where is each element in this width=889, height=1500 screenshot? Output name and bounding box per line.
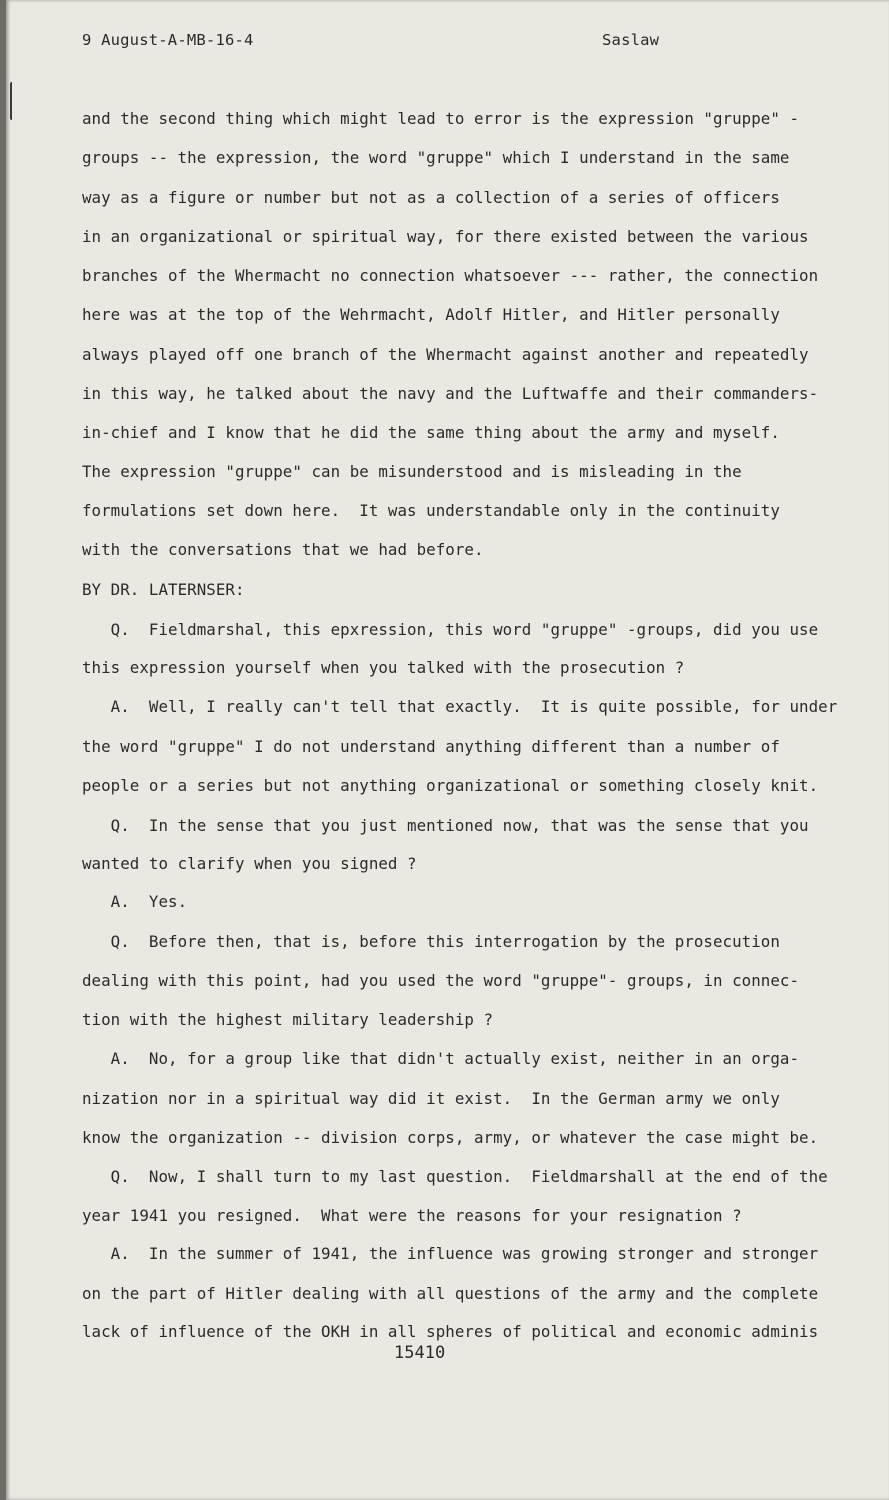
text-line: the word "gruppe" I do not understand anything different than a number of — [82, 737, 780, 756]
text-line: always played off one branch of the Whermacht against another and repeatedly — [82, 345, 809, 364]
page-number: 15410 — [394, 1343, 446, 1363]
answer-line: A. No, for a group like that didn't actually exist, neither in an orga- — [82, 1049, 800, 1068]
text-line: way as a figure or number but not as a collection of a series of officers — [82, 188, 780, 207]
text-line: in this way, he talked about the navy and the Luftwaffe and their commanders- — [82, 384, 819, 403]
text-line: in an organizational or spiritual way, for there existed between the various — [82, 227, 809, 246]
question-line: Q. Now, I shall turn to my last question. Fieldmarshall at the end of the — [82, 1167, 828, 1186]
answer-line: A. Yes. — [82, 892, 188, 911]
question-line: Q. In the sense that you just mentioned now, that was the sense that you — [82, 816, 809, 835]
question-line: Q. Before then, that is, before this interrogation by the prosecution — [82, 932, 780, 951]
text-line: branches of the Whermacht no connection whatsoever --- rather, the connection — [82, 266, 819, 285]
text-line: on the part of Hitler dealing with all questions of the army and the complete — [82, 1284, 819, 1303]
text-line: lack of influence of the OKH in all spheres of political and economic adminis — [82, 1322, 819, 1341]
document-page — [6, 0, 889, 1500]
text-line: know the organization -- division corps, army, or whatever the case might be. — [82, 1128, 819, 1147]
text-line: The expression "gruppe" can be misunderstood and is misleading in the — [82, 462, 742, 481]
text-line: people or a series but not anything organizational or something closely knit. — [82, 776, 819, 795]
text-line: dealing with this point, had you used the word "gruppe"- groups, in connec- — [82, 971, 800, 990]
text-line: this expression yourself when you talked with the prosecution ? — [82, 658, 685, 677]
answer-line: A. Well, I really can't tell that exactly. It is quite possible, for under — [82, 697, 838, 716]
text-line: nization nor in a spiritual way did it exist. In the German army we only — [82, 1089, 780, 1108]
text-line: with the conversations that we had before. — [82, 540, 484, 559]
header-reference: 9 August-A-MB-16-4 — [82, 31, 254, 49]
speaker-heading: BY DR. LATERNSER: — [82, 580, 245, 599]
text-line: formulations set down here. It was understandable only in the continuity — [82, 501, 780, 520]
text-line: and the second thing which might lead to error is the expression "gruppe" - — [82, 109, 800, 128]
text-line: here was at the top of the Wehrmacht, Adolf Hitler, and Hitler personally — [82, 305, 780, 324]
answer-line: A. In the summer of 1941, the influence was growing stronger and stronger — [82, 1244, 819, 1263]
text-line: year 1941 you resigned. What were the reasons for your resignation ? — [82, 1206, 742, 1225]
text-line: groups -- the expression, the word "gruppe" which I understand in the same — [82, 148, 790, 167]
text-line: tion with the highest military leadership ? — [82, 1010, 494, 1029]
header-reporter: Saslaw — [602, 31, 660, 49]
text-line: in-chief and I know that he did the same thing about the army and myself. — [82, 423, 780, 442]
question-line: Q. Fieldmarshal, this epxression, this word "gruppe" -groups, did you use — [82, 620, 819, 639]
margin-mark — [10, 82, 15, 120]
text-line: wanted to clarify when you signed ? — [82, 854, 417, 873]
